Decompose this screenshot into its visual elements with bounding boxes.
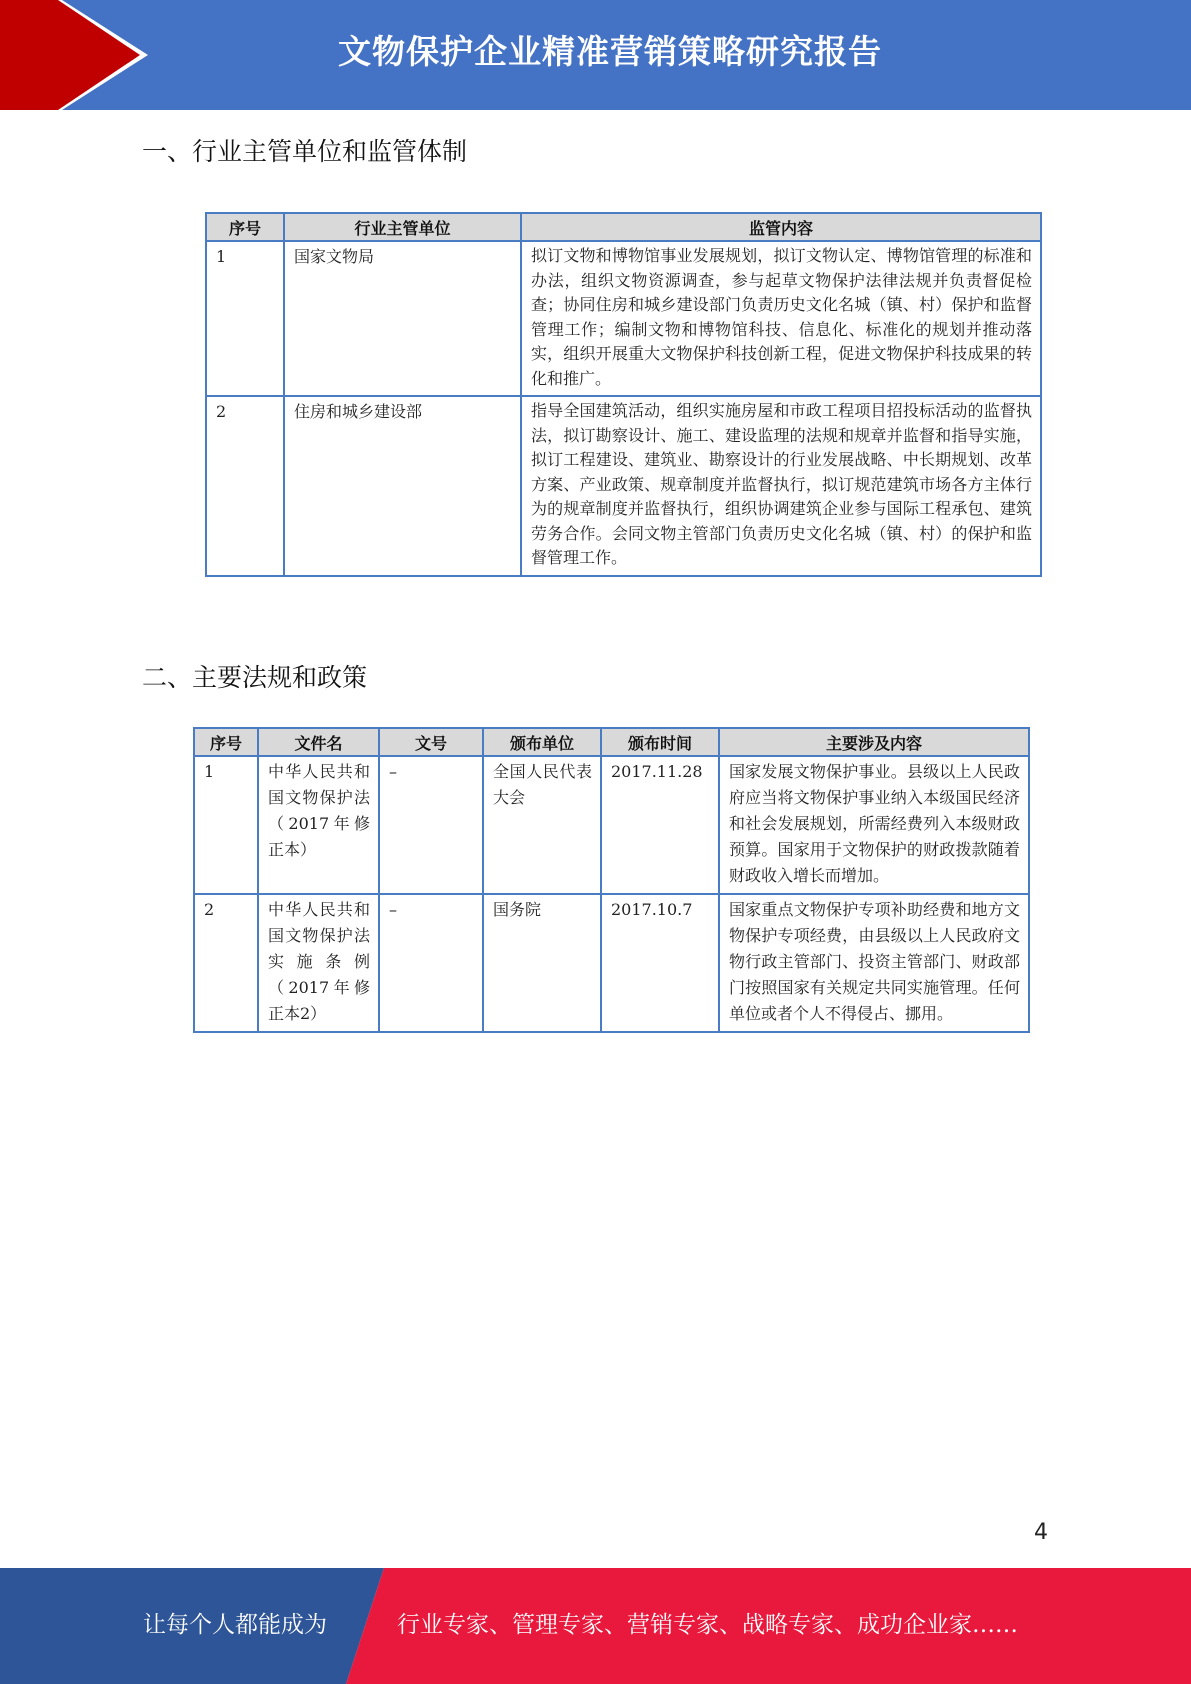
document-name: 中华人民共和国文物保护法（2017年修正本） (258, 756, 379, 894)
main-content: 国家重点文物保护专项补助经费和地方文物保护专项经费，由县级以上人民政府文物行政主管部门、投资主管部门、财政部门按照国家有关规定共同实施管理。任何单位或者个人不得侵占、挪用。 (719, 894, 1029, 1032)
document-number: – (379, 894, 483, 1032)
regulator-table (205, 212, 1042, 577)
regulator-name: 住房和城乡建设部 (284, 396, 521, 576)
row-number: 2 (206, 396, 284, 576)
issuing-body: 国务院 (483, 894, 601, 1032)
issue-date: 2017.11.28 (601, 756, 719, 894)
header-band (0, 0, 1191, 110)
table-row (206, 241, 1041, 396)
footer-slogan-right: 行业专家、管理专家、营销专家、战略专家、成功企业家…… (397, 1612, 1018, 1638)
regulation-content: 指导全国建筑活动，组织实施房屋和市政工程项目招投标活动的监督执法，拟订勘察设计、施工、建设监理的法规和规章并监督和指导实施，拟订工程建设、建筑业、勘察设计的行业发展战略、中长期规划、改革方案、产业政策、规章制度并监督执行，拟订规范建筑市场各方主体行为的规章制度并监督执行，组织协调建筑企业参与国际工程承包、建筑劳务合作。会同文物主管部门负责历史文化名城（镇、村）的保护和监督管理工作。 (521, 396, 1041, 576)
report-title: 文物保护企业精准营销策略研究报告 (338, 32, 882, 71)
table-header-row (206, 213, 1041, 241)
issue-date: 2017.10.7 (601, 894, 719, 1032)
table-row (194, 756, 1029, 894)
footer-band (0, 1568, 1191, 1684)
column-header: 文件名 (258, 728, 379, 756)
column-header: 序号 (206, 213, 284, 241)
column-header: 颁布时间 (601, 728, 719, 756)
table-row (194, 894, 1029, 1032)
document-number: – (379, 756, 483, 894)
footer-slogan-left: 让每个人都能成为 (143, 1612, 327, 1638)
column-header: 序号 (194, 728, 258, 756)
header-chevron-decoration (0, 0, 160, 110)
row-number: 2 (194, 894, 258, 1032)
column-header: 行业主管单位 (284, 213, 521, 241)
column-header: 监管内容 (521, 213, 1041, 241)
column-header: 文号 (379, 728, 483, 756)
table-header-row (194, 728, 1029, 756)
section-heading-regulators: 一、行业主管单位和监管体制 (142, 137, 468, 166)
main-content: 国家发展文物保护事业。县级以上人民政府应当将文物保护事业纳入本级国民经济和社会发展规划，所需经费列入本级财政预算。国家用于文物保护的财政拨款随着财政收入增长而增加。 (719, 756, 1029, 894)
document-name: 中华人民共和国文物保护法实施条例（2017年修正本2） (258, 894, 379, 1032)
section-heading-laws: 二、主要法规和政策 (142, 663, 368, 692)
laws-table (193, 727, 1030, 1033)
issuing-body: 全国人民代表大会 (483, 756, 601, 894)
regulator-name: 国家文物局 (284, 241, 521, 396)
page-number: 4 (1034, 1520, 1048, 1545)
row-number: 1 (206, 241, 284, 396)
column-header: 主要涉及内容 (719, 728, 1029, 756)
row-number: 1 (194, 756, 258, 894)
regulation-content: 拟订文物和博物馆事业发展规划，拟订文物认定、博物馆管理的标准和办法，组织文物资源调查，参与起草文物保护法律法规并负责督促检查；协同住房和城乡建设部门负责历史文化名城（镇、村）保护和监督管理工作；编制文物和博物馆科技、信息化、标准化的规划并推动落实，组织开展重大文物保护科技创新工程，促进文物保护科技成果的转化和推广。 (521, 241, 1041, 396)
column-header: 颁布单位 (483, 728, 601, 756)
table-row (206, 396, 1041, 576)
